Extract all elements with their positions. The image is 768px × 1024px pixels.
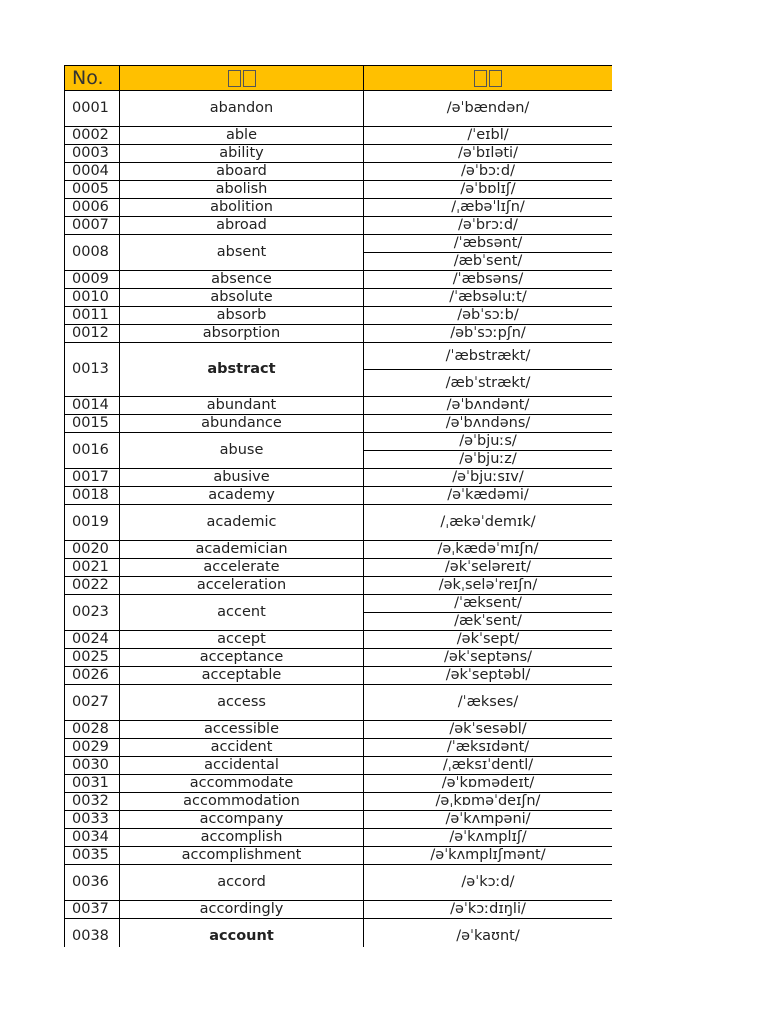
entry-pronunciation: /əˈkɔːdɪŋli/ — [364, 901, 613, 919]
entry-word: acceleration — [120, 577, 364, 595]
entry-number: 0028 — [65, 721, 120, 739]
table-row — [65, 181, 613, 199]
table-row — [65, 541, 613, 559]
table-row — [65, 901, 613, 919]
entry-pronunciation: /əˈbɒlɪʃ/ — [364, 181, 613, 199]
entry-word: accommodation — [120, 793, 364, 811]
entry-number: 0021 — [65, 559, 120, 577]
table-row — [65, 397, 613, 415]
entry-word: access — [120, 685, 364, 721]
table-row — [65, 919, 613, 948]
entry-pronunciation: /əˈkʌmpəni/ — [364, 811, 613, 829]
entry-word: abuse — [120, 433, 364, 469]
entry-number: 0001 — [65, 91, 120, 127]
entry-number: 0022 — [65, 577, 120, 595]
entry-word: accept — [120, 631, 364, 649]
entry-number: 0014 — [65, 397, 120, 415]
entry-pronunciation: /əˌkædəˈmɪʃn/ — [364, 541, 613, 559]
entry-word: acceptable — [120, 667, 364, 685]
entry-number: 0018 — [65, 487, 120, 505]
entry-word: accidental — [120, 757, 364, 775]
entry-pronunciation: /ˌæksɪˈdentl/ — [364, 757, 613, 775]
table-row — [65, 631, 613, 649]
entry-word: abusive — [120, 469, 364, 487]
entry-pronunciation: /əˈbjuːsɪv/ — [364, 469, 613, 487]
entry-pronunciation: /əbˈsɔːpʃn/ — [364, 325, 613, 343]
entry-word: accomplishment — [120, 847, 364, 865]
entry-pronunciation: /əˈbʌndəns/ — [364, 415, 613, 433]
entry-pronunciation: /ˈæbstrækt/ — [364, 343, 613, 370]
entry-word: absorption — [120, 325, 364, 343]
header-word — [120, 66, 364, 91]
entry-pronunciation: /ˈæksent/ — [364, 595, 613, 613]
entry-number: 0038 — [65, 919, 120, 948]
entry-word: aboard — [120, 163, 364, 181]
table-row — [65, 649, 613, 667]
entry-number: 0027 — [65, 685, 120, 721]
entry-pronunciation: /ˈækses/ — [364, 685, 613, 721]
entry-word: absolute — [120, 289, 364, 307]
entry-pronunciation: /əkˈseləreɪt/ — [364, 559, 613, 577]
entry-word: absorb — [120, 307, 364, 325]
table-row — [65, 235, 613, 253]
entry-word: academy — [120, 487, 364, 505]
vocabulary-sheet — [64, 65, 612, 947]
entry-pronunciation: /ˌækəˈdemɪk/ — [364, 505, 613, 541]
table-row — [65, 829, 613, 847]
entry-pronunciation: /æbˈstrækt/ — [364, 370, 613, 397]
missing-glyph-icon — [474, 70, 487, 87]
entry-number: 0020 — [65, 541, 120, 559]
entry-pronunciation: /əˈbjuːz/ — [364, 451, 613, 469]
entry-pronunciation: /ˌæbəˈlɪʃn/ — [364, 199, 613, 217]
entry-pronunciation: /ˈæbsəluːt/ — [364, 289, 613, 307]
entry-word: ability — [120, 145, 364, 163]
entry-number: 0005 — [65, 181, 120, 199]
entry-word: absent — [120, 235, 364, 271]
header-number: No. — [65, 66, 120, 91]
entry-pronunciation: /æbˈsent/ — [364, 253, 613, 271]
entry-pronunciation: /əkˈseptəns/ — [364, 649, 613, 667]
entry-number: 0033 — [65, 811, 120, 829]
entry-word: accompany — [120, 811, 364, 829]
entry-number: 0002 — [65, 127, 120, 145]
table-row — [65, 145, 613, 163]
table-row — [65, 793, 613, 811]
entry-pronunciation: /əˈbrɔːd/ — [364, 217, 613, 235]
table-row — [65, 271, 613, 289]
entry-word: accommodate — [120, 775, 364, 793]
entry-number: 0006 — [65, 199, 120, 217]
entry-number: 0009 — [65, 271, 120, 289]
header-row — [65, 66, 613, 91]
table-row — [65, 559, 613, 577]
table-row — [65, 217, 613, 235]
entry-pronunciation: /əˈkɔːd/ — [364, 865, 613, 901]
table-row — [65, 811, 613, 829]
entry-pronunciation: /əkˈseptəbl/ — [364, 667, 613, 685]
entry-word: accident — [120, 739, 364, 757]
entry-word: abstract — [120, 343, 364, 397]
table-row — [65, 469, 613, 487]
entry-number: 0026 — [65, 667, 120, 685]
entry-number: 0017 — [65, 469, 120, 487]
entry-pronunciation: /əˈkædəmi/ — [364, 487, 613, 505]
entry-pronunciation: /əkˌseləˈreɪʃn/ — [364, 577, 613, 595]
entry-word: abolish — [120, 181, 364, 199]
entry-word: accelerate — [120, 559, 364, 577]
table-row — [65, 847, 613, 865]
entry-number: 0013 — [65, 343, 120, 397]
entry-word: academician — [120, 541, 364, 559]
entry-number: 0003 — [65, 145, 120, 163]
missing-glyph-icon — [228, 70, 241, 87]
entry-word: abolition — [120, 199, 364, 217]
entry-pronunciation: /ˈæbsəns/ — [364, 271, 613, 289]
entry-number: 0008 — [65, 235, 120, 271]
entry-number: 0035 — [65, 847, 120, 865]
entry-pronunciation: /əˈbɪləti/ — [364, 145, 613, 163]
table-row — [65, 127, 613, 145]
entry-pronunciation: /əˈbændən/ — [364, 91, 613, 127]
entry-pronunciation: /əˈbjuːs/ — [364, 433, 613, 451]
entry-word: absence — [120, 271, 364, 289]
entry-word: acceptance — [120, 649, 364, 667]
table-row — [65, 667, 613, 685]
vocabulary-table — [64, 65, 612, 947]
table-row — [65, 685, 613, 721]
entry-pronunciation: /ˈeɪbl/ — [364, 127, 613, 145]
entry-number: 0031 — [65, 775, 120, 793]
entry-word: abundance — [120, 415, 364, 433]
table-row — [65, 775, 613, 793]
entry-word: able — [120, 127, 364, 145]
entry-pronunciation: /əˌkɒməˈdeɪʃn/ — [364, 793, 613, 811]
entry-number: 0016 — [65, 433, 120, 469]
table-row — [65, 757, 613, 775]
entry-pronunciation: /əˈkɒmədeɪt/ — [364, 775, 613, 793]
table-row — [65, 307, 613, 325]
table-row — [65, 865, 613, 901]
entry-word: accordingly — [120, 901, 364, 919]
table-row — [65, 199, 613, 217]
entry-pronunciation: /əkˈsept/ — [364, 631, 613, 649]
entry-number: 0032 — [65, 793, 120, 811]
entry-word: abandon — [120, 91, 364, 127]
entry-word: abroad — [120, 217, 364, 235]
entry-pronunciation: /əkˈsesəbl/ — [364, 721, 613, 739]
entry-number: 0029 — [65, 739, 120, 757]
table-row — [65, 505, 613, 541]
entry-pronunciation: /ˈæksɪdənt/ — [364, 739, 613, 757]
table-row — [65, 325, 613, 343]
table-row — [65, 739, 613, 757]
table-row — [65, 487, 613, 505]
entry-pronunciation: /əˈkʌmplɪʃmənt/ — [364, 847, 613, 865]
table-row — [65, 91, 613, 127]
entry-word: abundant — [120, 397, 364, 415]
table-row — [65, 595, 613, 613]
entry-number: 0023 — [65, 595, 120, 631]
entry-number: 0025 — [65, 649, 120, 667]
entry-number: 0004 — [65, 163, 120, 181]
table-row — [65, 433, 613, 451]
entry-number: 0011 — [65, 307, 120, 325]
table-row — [65, 343, 613, 370]
entry-word: accomplish — [120, 829, 364, 847]
entry-pronunciation: /əˈbɔːd/ — [364, 163, 613, 181]
entry-number: 0010 — [65, 289, 120, 307]
entry-word: accessible — [120, 721, 364, 739]
entry-pronunciation: /ækˈsent/ — [364, 613, 613, 631]
entry-number: 0007 — [65, 217, 120, 235]
entry-word: accord — [120, 865, 364, 901]
entry-pronunciation: /əˈkaʊnt/ — [364, 919, 613, 948]
entry-number: 0024 — [65, 631, 120, 649]
entry-pronunciation: /əbˈsɔːb/ — [364, 307, 613, 325]
entry-number: 0037 — [65, 901, 120, 919]
table-row — [65, 577, 613, 595]
table-row — [65, 415, 613, 433]
entry-number: 0034 — [65, 829, 120, 847]
missing-glyph-icon — [243, 70, 256, 87]
entry-number: 0019 — [65, 505, 120, 541]
entry-pronunciation: /ˈæbsənt/ — [364, 235, 613, 253]
entry-word: academic — [120, 505, 364, 541]
table-row — [65, 163, 613, 181]
missing-glyph-icon — [489, 70, 502, 87]
entry-pronunciation: /əˈkʌmplɪʃ/ — [364, 829, 613, 847]
entry-word: account — [120, 919, 364, 948]
entry-pronunciation: /əˈbʌndənt/ — [364, 397, 613, 415]
table-row — [65, 289, 613, 307]
entry-number: 0015 — [65, 415, 120, 433]
header-pronunciation — [364, 66, 613, 91]
entry-number: 0030 — [65, 757, 120, 775]
entry-word: accent — [120, 595, 364, 631]
entry-number: 0036 — [65, 865, 120, 901]
entry-number: 0012 — [65, 325, 120, 343]
table-row — [65, 721, 613, 739]
